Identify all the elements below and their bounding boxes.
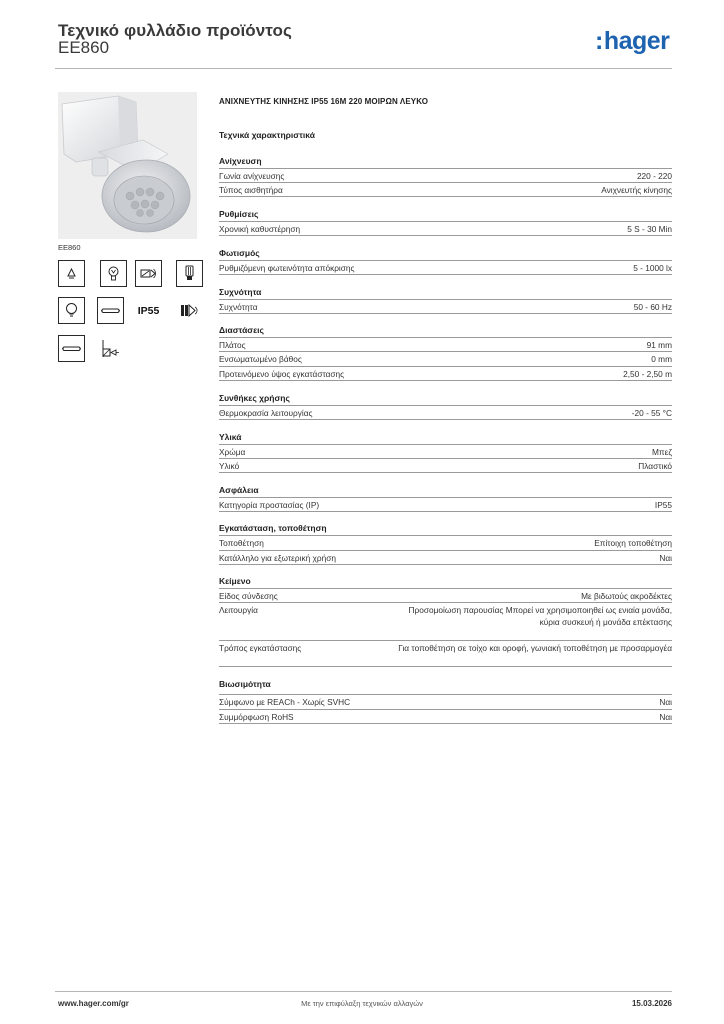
section-title-sustainability: Βιωσιμότητα (219, 679, 271, 689)
spec-label: Υλικό (219, 461, 240, 471)
spec-value: Πλαστικό (638, 461, 672, 471)
section-title-installation: Εγκατάσταση, τοποθέτηση (219, 523, 327, 533)
spec-row (219, 366, 672, 381)
spec-row (219, 602, 672, 640)
spec-value: Ναι (659, 697, 672, 707)
spec-value: 5 S - 30 Min (627, 224, 672, 234)
spec-value: Ναι (659, 712, 672, 722)
spec-value: 50 - 60 Hz (633, 302, 672, 312)
section-title-settings: Ρυθμίσεις (219, 209, 259, 219)
section-title-materials: Υλικά (219, 432, 242, 442)
footer-note: Με την επιφύλαξη τεχνικών αλλαγών (301, 999, 423, 1008)
halogen-lamp-icon (176, 260, 203, 287)
spec-value: Επίτοιχη τοποθέτηση (594, 538, 672, 548)
spec-label: Ενσωματωμένο βάθος (219, 354, 302, 364)
spec-value: Ναι (659, 553, 672, 563)
product-code: EE860 (58, 38, 110, 57)
spec-label: Τοποθέτηση (219, 538, 264, 548)
section-title-safety: Ασφάλεια (219, 485, 259, 495)
section-title-frequency: Συχνότητα (219, 287, 262, 297)
product-name: ΑΝΙΧΝΕΥΤΗΣ ΚΙΝΗΣΗΣ IP55 16M 220 ΜΟΙΡΩΝ ΛΕΥΚΟ (219, 97, 429, 106)
spec-label: Είδος σύνδεσης (219, 591, 278, 601)
spec-label: Σύμφωνο με REACh - Χωρίς SVHC (219, 697, 351, 707)
spec-value: Ανιχνευτής κίνησης (601, 185, 672, 195)
spec-label: Χρώμα (219, 447, 246, 457)
spec-row (219, 405, 672, 420)
spec-heading: Τεχνικά χαρακτηριστικά (219, 130, 315, 140)
spec-label: Πλάτος (219, 340, 246, 350)
spec-row (219, 260, 672, 275)
fluorescent-tube-icon (97, 297, 124, 324)
website-link[interactable]: www.hager.com/gr (58, 999, 129, 1008)
section-title-lighting: Φωτισμός (219, 248, 260, 258)
light-bulb-icon (58, 297, 85, 324)
logo-prefix: : (595, 27, 603, 55)
spec-row (219, 444, 672, 458)
spec-label: Ρυθμιζόμενη φωτεινότητα απόκρισης (219, 263, 355, 273)
incandescent-bulb-icon (100, 260, 127, 287)
spec-label: Γωνία ανίχνευσης (219, 171, 285, 181)
spec-value: Με βιδωτούς ακροδέκτες (581, 591, 672, 601)
spec-row (219, 640, 672, 667)
spec-label: Χρονική καθυστέρηση (219, 224, 301, 234)
spec-row (219, 351, 672, 366)
spec-row (219, 337, 672, 351)
product-photo (58, 92, 197, 239)
spec-row (219, 550, 672, 565)
spec-row (219, 709, 672, 724)
spec-value: 0 mm (651, 354, 672, 364)
spec-row (219, 168, 672, 182)
spec-label: Κατηγορία προστασίας (IP) (219, 500, 320, 510)
spec-row (219, 694, 672, 709)
fluorescent-motion-icon (135, 260, 162, 287)
spec-row (219, 299, 672, 314)
wall-mount-icon (97, 335, 124, 362)
spec-value: Για τοποθέτηση σε τοίχο και οροφή, γωνιακή τοποθέτηση με προσαρμογέα (398, 643, 672, 653)
led-driver-icon (176, 297, 203, 324)
spec-row (219, 221, 672, 236)
spec-value: -20 - 55 °C (631, 408, 672, 418)
footer-date: 15.03.2026 (631, 999, 672, 1008)
spec-label: Συχνότητα (219, 302, 258, 312)
spec-label: Προτεινόμενο ύψος εγκατάστασης (219, 369, 345, 379)
spec-label: Συμμόρφωση RoHS (219, 712, 294, 722)
spec-value: IP55 (654, 500, 672, 510)
photo-caption: EE860 (58, 243, 81, 252)
section-title-text: Κείμενο (219, 576, 251, 586)
ceiling-lamp-icon (58, 260, 85, 287)
spec-value: 220 - 220 (636, 171, 672, 181)
spec-row (219, 458, 672, 473)
hager-logo (595, 29, 669, 54)
spec-value: Μπεζ (652, 447, 672, 457)
spec-value: 5 - 1000 lx (633, 263, 672, 273)
footer-divider (55, 991, 672, 992)
header-divider (55, 68, 672, 69)
ip55-rating: IP55 (135, 297, 162, 324)
section-title-detection: Ανίχνευση (219, 156, 262, 166)
spec-row (219, 535, 672, 550)
spec-label: Τύπος αισθητήρα (219, 185, 283, 195)
section-title-dimensions: Διαστάσεις (219, 325, 264, 335)
spec-label: Τρόπος εγκατάστασης (219, 643, 302, 653)
spec-value: 91 mm (646, 340, 672, 350)
spec-label: Κατάλληλο για εξωτερική χρήση (219, 553, 336, 563)
logo-text: hager (603, 27, 670, 55)
spec-row (219, 182, 672, 197)
fluorescent-tube-2-icon (58, 335, 85, 362)
spec-row (219, 497, 672, 512)
spec-row (219, 588, 672, 602)
section-title-conditions: Συνθήκες χρήσης (219, 393, 290, 403)
spec-value: Προσομοίωση παρουσίας Μπορεί να χρησιμοποιηθεί ως ενιαία μονάδα, κύρια συσκευή ή μονάδα επέκτασης (408, 605, 672, 627)
spec-label: Λειτουργία (219, 605, 258, 615)
document-title: Τεχνικό φυλλάδιο προϊόντος (58, 21, 292, 40)
spec-value: 2,50 - 2,50 m (623, 369, 672, 379)
spec-label: Θερμοκρασία λειτουργίας (219, 408, 313, 418)
